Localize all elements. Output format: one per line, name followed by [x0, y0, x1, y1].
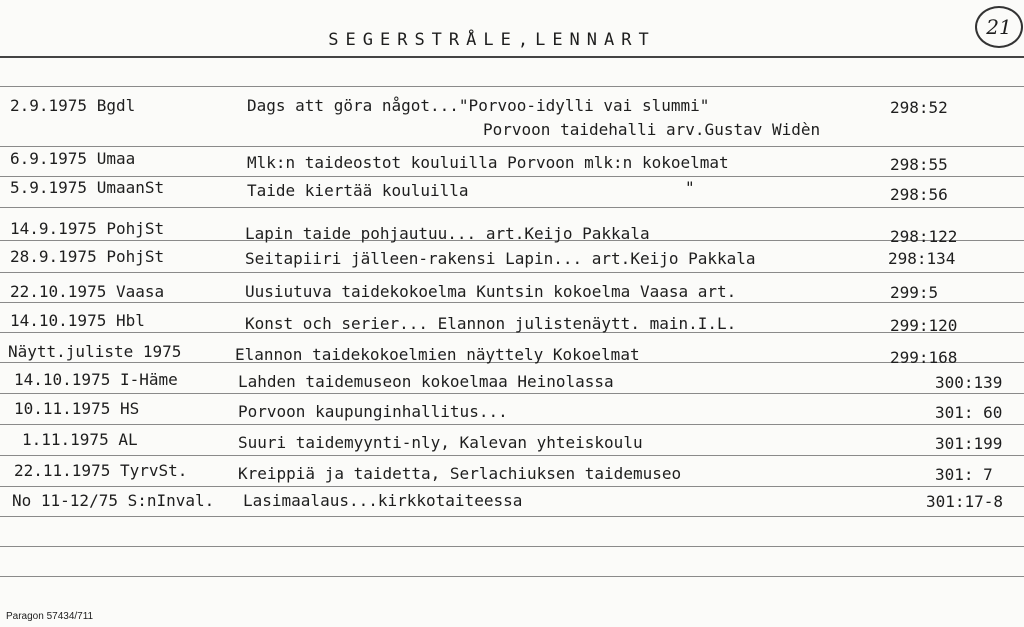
entry-title: Konst och serier... Elannon julistenäytt. main.I.L. [245, 314, 737, 333]
entry-date: 14.10.1975 I-Häme [14, 370, 178, 389]
entry-ref: 301:17-8 [926, 492, 1004, 511]
rule [0, 576, 1024, 577]
entry-date: 14.10.1975 Hbl [10, 311, 145, 330]
entry-ref: 298:134 [888, 249, 956, 268]
entry-title: Dags att göra något..."Porvoo-idylli vai slummi" [247, 96, 710, 115]
rule [0, 146, 1024, 147]
entry-ref: 298:52 [890, 98, 948, 117]
entry-title: Mlk:n taideostot kouluilla Porvoon mlk:n kokoelmat [247, 153, 729, 172]
entry-ref: 299:120 [890, 316, 958, 335]
rule [0, 546, 1024, 547]
entry-title: Seitapiiri jälleen-rakensi Lapin... art.Keijo Pakkala [245, 249, 756, 268]
entry-date: 22.10.1975 Vaasa [10, 282, 165, 301]
entry-title: Porvoon kaupunginhallitus... [238, 402, 508, 421]
rule [0, 393, 1024, 394]
entry-date: 5.9.1975 UmaanSt [10, 178, 165, 197]
rule [0, 207, 1024, 208]
entry-date: 14.9.1975 PohjSt [10, 219, 165, 238]
entry-date: 6.9.1975 Umaa [10, 149, 136, 168]
rule [0, 86, 1024, 87]
rule [0, 272, 1024, 273]
rule [0, 302, 1024, 303]
entry-date: 22.11.1975 TyrvSt. [14, 461, 188, 480]
entry-subtitle: Porvoon taidehalli arv.Gustav Widèn [483, 120, 821, 139]
entry-ref: 301: 7 [935, 465, 993, 484]
rule [0, 516, 1024, 517]
entry-date: No 11-12/75 S:nInval. [12, 491, 215, 510]
card-number-stamp: 21 [975, 6, 1023, 48]
entry-ref: 301:199 [935, 434, 1003, 453]
entry-title: Lahden taidemuseon kokoelmaa Heinolassa [238, 372, 614, 391]
entry-title: Kreippiä ja taidetta, Serlachiuksen taidemuseo [238, 464, 682, 483]
card-header [0, 30, 1024, 50]
entry-ref: 298:55 [890, 155, 948, 174]
entry-title: Elannon taidekokoelmien näyttely Kokoelmat [235, 345, 640, 364]
entry-date: Näytt.juliste 1975 [8, 342, 182, 361]
entry-ref: 301: 60 [935, 403, 1003, 422]
rule [0, 455, 1024, 456]
entry-ref: 299:5 [890, 283, 939, 302]
entry-title: Suuri taidemyynti-nly, Kalevan yhteiskoulu [238, 433, 643, 452]
entry-date: 2.9.1975 Bgdl [10, 96, 136, 115]
rule [0, 486, 1024, 487]
entry-ref: 298:122 [890, 227, 958, 246]
card-title: SEGERSTRÅLE,LENNART [328, 30, 656, 50]
entry-ref: 300:139 [935, 373, 1003, 392]
entry-title: Lapin taide pohjautuu... art.Keijo Pakkala [245, 224, 650, 243]
rule [0, 424, 1024, 425]
entry-ref: 298:56 [890, 185, 948, 204]
entry-date: 1.11.1975 AL [22, 430, 138, 449]
entry-date: 10.11.1975 HS [14, 399, 140, 418]
header-rule [0, 56, 1024, 58]
rule [0, 176, 1024, 177]
entry-title: Taide kiertää kouluilla [247, 181, 469, 200]
printer-imprint: Paragon 57434/711 [6, 611, 94, 622]
ditto-mark: " [685, 178, 695, 197]
entry-date: 28.9.1975 PohjSt [10, 247, 165, 266]
entry-ref: 299:168 [890, 348, 958, 367]
entry-title: Uusiutuva taidekokoelma Kuntsin kokoelma Vaasa art. [245, 282, 737, 301]
entry-title: Lasimaalaus...kirkkotaiteessa [243, 491, 523, 510]
